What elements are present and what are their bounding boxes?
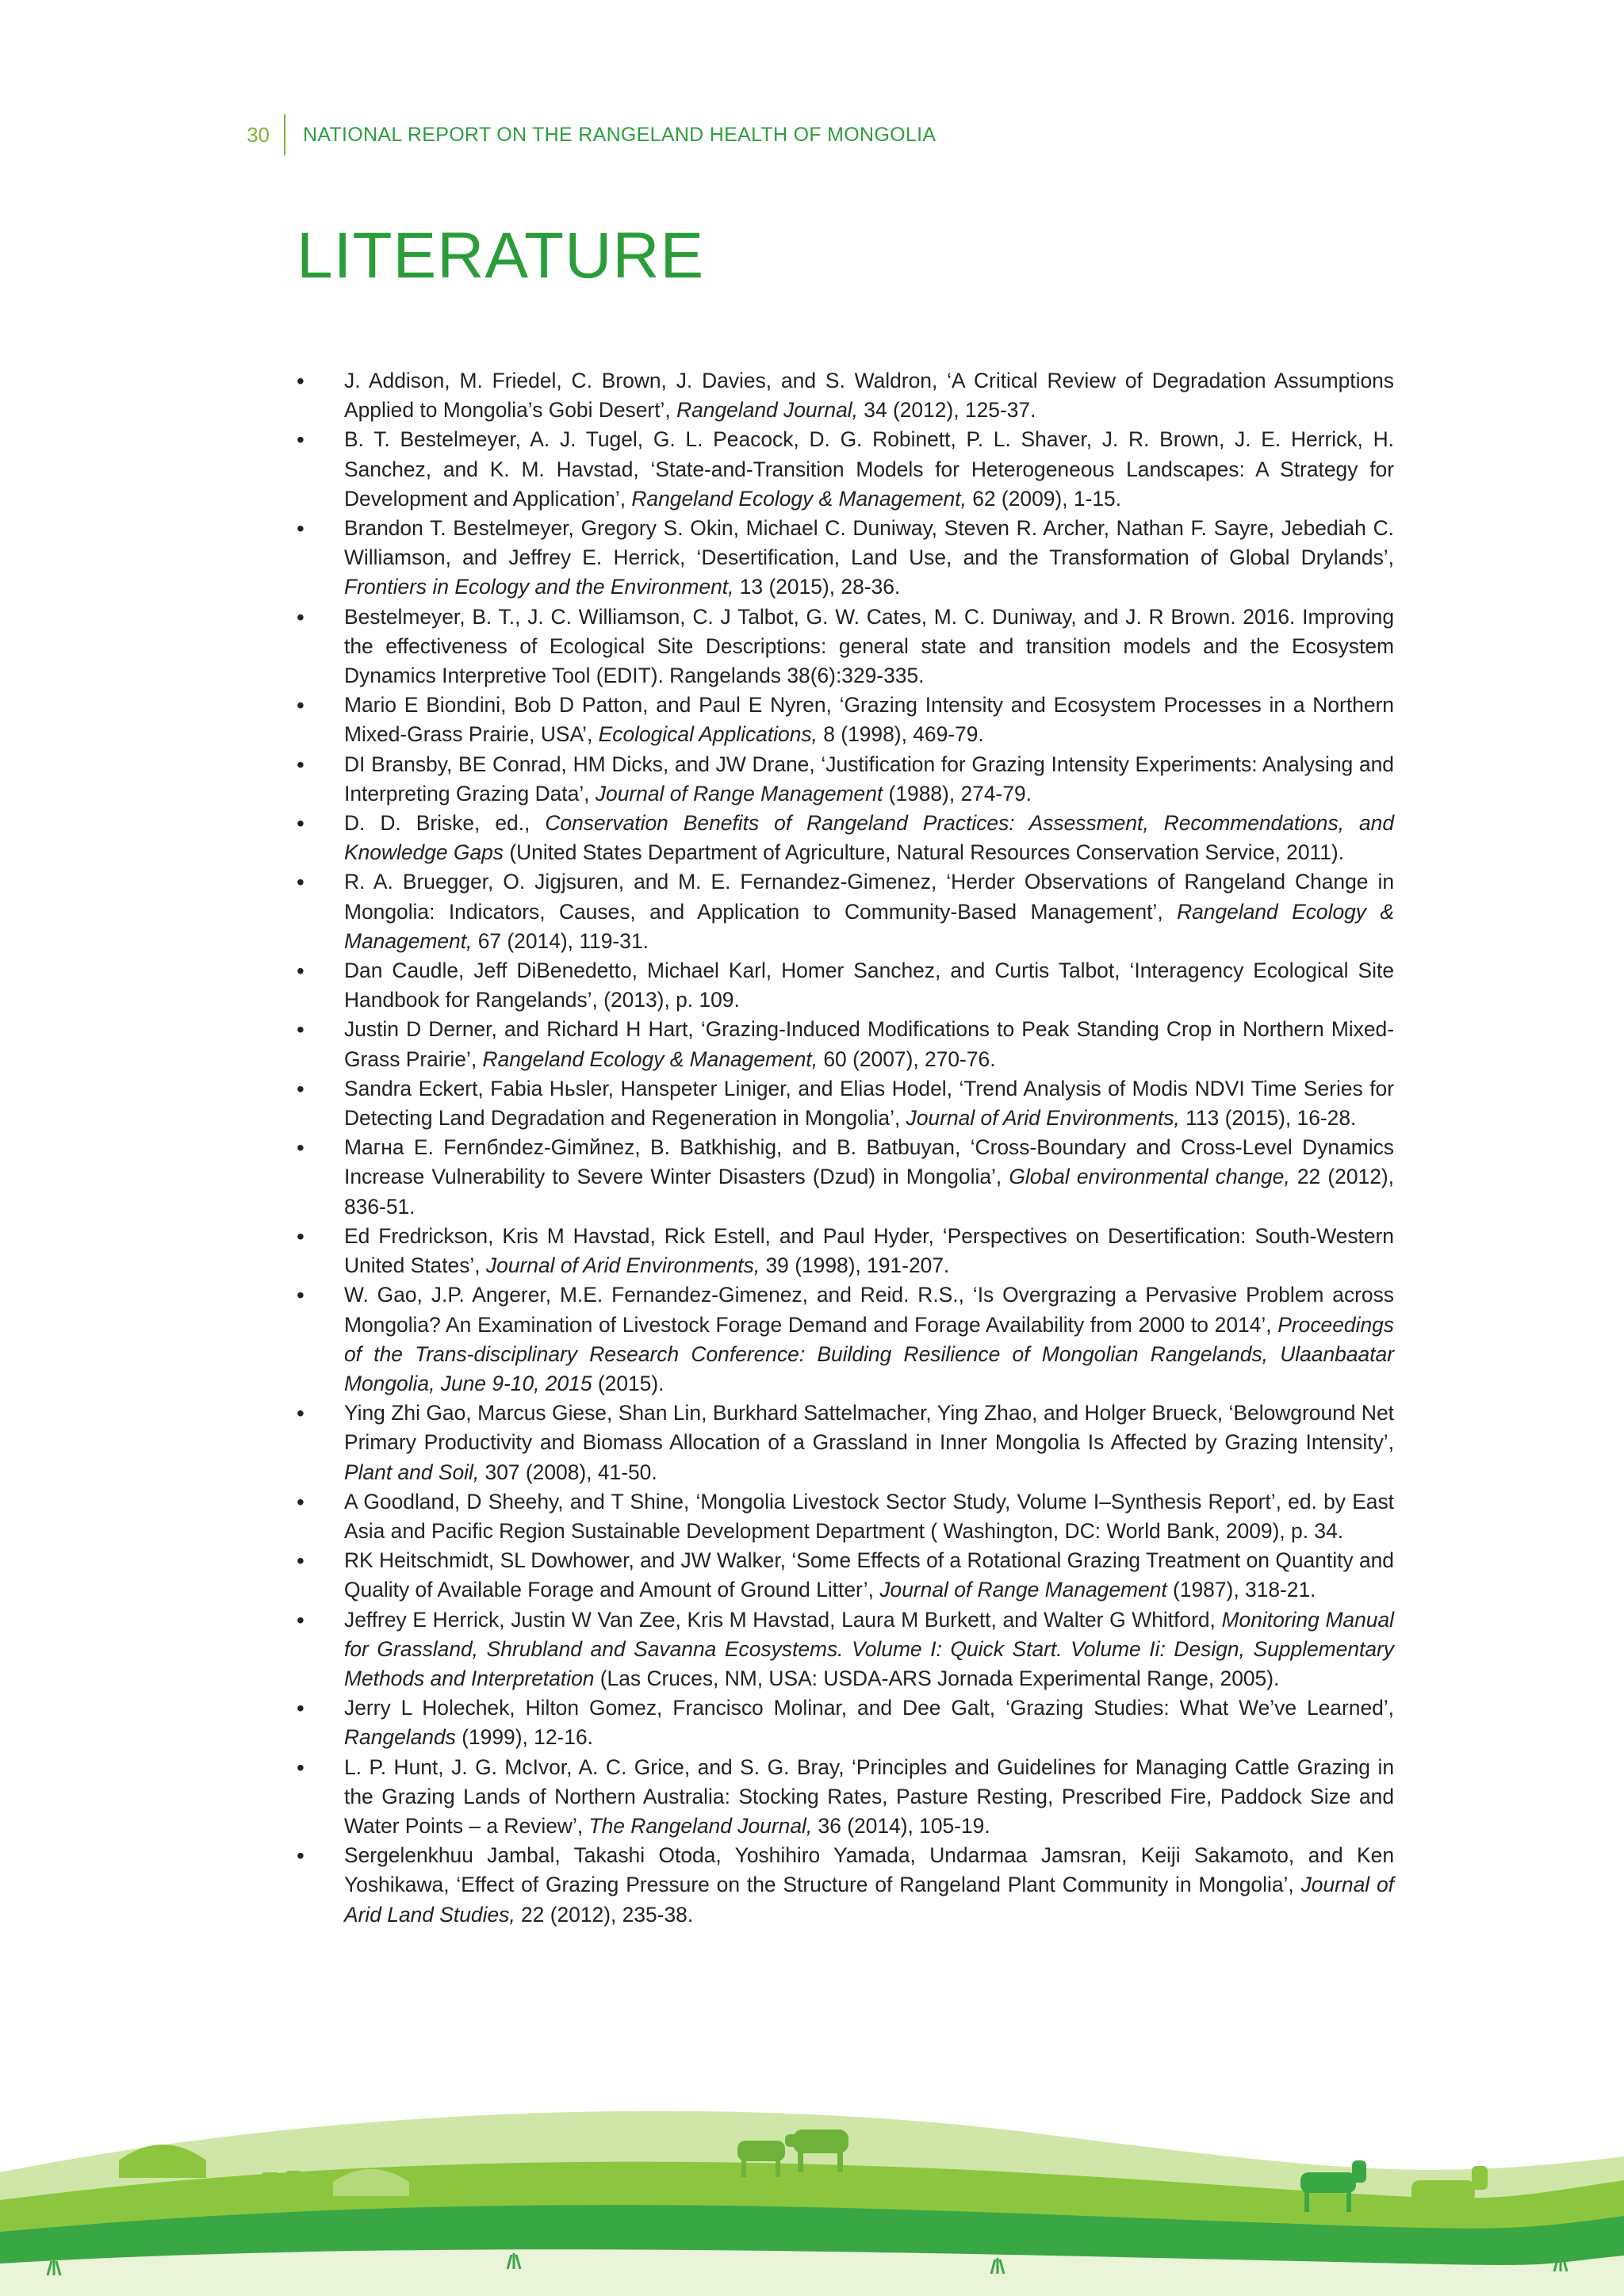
reference-text: Sergelenkhuu Jambal, Takashi Otoda, Yoshihiro Yamada, Undarmaa Jamsran, Keiji Sakamoto, and Ken Yoshikawa, ‘Effect of Grazing Pressure on the Structure of Rangeland Plant Community in Mongolia’,: [344, 1843, 1394, 1897]
reference-text: J. Addison, M. Friedel, C. Brown, J. Davies, and S. Waldron, ‘A Critical Review of Degradation Assumptions Applied to Mongolia’s Gobi Desert’,: [344, 369, 1394, 423]
reference-item: [297, 1693, 1394, 1752]
reference-text: 22 (2012), 836-51.: [344, 1165, 1395, 1219]
reference-text: Mario E Biondini, Bob D Patton, and Paul E Nyren, ‘Grazing Intensity and Ecosystem Processes in a Northern Mixed-Grass Prairie, USA’,: [344, 693, 1394, 747]
header-divider: [284, 114, 285, 155]
reference-text: Jeffrey E Herrick, Justin W Van Zee, Kris M Havstad, Laura M Burkett, and Walter G Whitford,: [344, 1607, 1222, 1632]
reference-italic-title: The Rangeland Journal,: [588, 1813, 813, 1838]
reference-italic-title: Plant and Soil,: [344, 1460, 480, 1484]
reference-italic-title: Conservation Benefits of Rangeland Practices: Assessment, Recommendations, and Knowledge Gaps: [344, 811, 1394, 865]
reference-text: B. T. Bestelmeyer, A. J. Tugel, G. L. Peacock, D. G. Robinett, P. L. Shaver, J. R. Brown, J. E. Herrick, H. Sanchez, and K. M. Havstad, ‘State-and-Transition Models for Heterogeneous Landscapes: A Strategy for Development and Application’,: [344, 427, 1394, 511]
reference-item: [297, 1487, 1394, 1546]
reference-text: 60 (2007), 270-76.: [818, 1047, 996, 1071]
reference-text: A Goodland, D Sheehy, and T Shine, ‘Mongolia Livestock Sector Study, Volume I–Synthesis Report’, ed. by East Asia and Pacific Region Sustainable Development Department ( Washington, DC: World Bank, 2009), p. 34.: [344, 1489, 1394, 1543]
footer-landscape-illustration: [0, 2061, 1624, 2296]
reference-text: Maгнa E. Fernбndez-Gimйnez, B. Batkhishig, and B. Batbuyan, ‘Cross-Boundary and Cross-Level Dynamics Increase Vulnerability to Severe Winter Disasters (Dzud) in Mongolia’,: [344, 1135, 1394, 1189]
reference-text: Bestelmeyer, B. T., J. C. Williamson, C. J Talbot, G. W. Cates, M. C. Duniway, and J. R Brown. 2016. Improving the effectiveness of Ecological Site Descriptions: general state and transition models and the Ecosystem Dynamics Interpretive Tool (EDIT). Rangelands 38(6):329-335.: [344, 604, 1394, 688]
reference-italic-title: Rangeland Journal,: [676, 398, 858, 423]
reference-item: [297, 1280, 1394, 1399]
reference-item: [297, 1546, 1394, 1605]
reference-text: DI Bransby, BE Conrad, HM Dicks, and JW Drane, ‘Justification for Grazing Intensity Experiments: Analysing and Interpreting Grazing Data’,: [344, 752, 1394, 806]
reference-item: [297, 1222, 1394, 1280]
reference-italic-title: Frontiers in Ecology and the Environment,: [344, 575, 734, 599]
reference-text: Ying Zhi Gao, Marcus Giese, Shan Lin, Burkhard Sattelmacher, Ying Zhao, and Holger Brueck, ‘Belowground Net Primary Productivity and Biomass Allocation of a Grassland in Inner Mongolia Is Affected by Grazing Intensity’,: [344, 1401, 1394, 1455]
reference-italic-title: Rangeland Ecology & Management,: [482, 1047, 818, 1071]
reference-text: (2015).: [592, 1371, 665, 1395]
reference-text: Brandon T. Bestelmeyer, Gregory S. Okin, Michael C. Duniway, Steven R. Archer, Nathan F. Sayre, Jebediah C. Williamson, and Jeffrey E. Herrick, ‘Desertification, Land Use, and the Transformation of Global Drylands’,: [344, 516, 1394, 570]
reference-italic-title: Journal of Range Management: [879, 1578, 1167, 1602]
reference-italic-title: Journal of Arid Environments,: [485, 1253, 760, 1278]
reference-item: [297, 867, 1394, 956]
reference-text: W. Gao, J.P. Angerer, M.E. Fernandez-Gimenez, and Reid. R.S., ‘Is Overgrazing a Pervasive Problem across Mongolia? An Examination of Livestock Forage Demand and Forage Availability from 2000 to 2014’,: [344, 1283, 1394, 1337]
reference-text: (1987), 318-21.: [1166, 1578, 1316, 1602]
reference-item: [297, 1074, 1394, 1133]
reference-text: 13 (2015), 28-36.: [733, 575, 901, 599]
reference-text: Justin D Derner, and Richard H Hart, ‘Grazing-Induced Modifications to Peak Standing Crop in Northern Mixed-Grass Prairie’,: [344, 1017, 1394, 1071]
reference-italic-title: Proceedings of the Trans-disciplinary Research Conference: Building Resilience of Mongolian Rangelands, Ulaanbaatar Mongolia, June 9-10, 2015: [344, 1312, 1394, 1395]
reference-item: [297, 425, 1394, 514]
reference-text: L. P. Hunt, J. G. McIvor, A. C. Grice, and S. G. Bray, ‘Principles and Guidelines for Managing Cattle Grazing in the Grazing Lands of Northern Australia: Stocking Rates, Pasture Resting, Prescribed Fire, Paddock Size and Water Points – a Review’,: [344, 1755, 1394, 1838]
reference-text: (1999), 12-16.: [455, 1725, 593, 1750]
running-title: NATIONAL REPORT ON THE RANGELAND HEALTH OF MONGOLIA: [303, 123, 936, 146]
reference-item: [297, 691, 1394, 749]
page-number: 30: [247, 122, 270, 147]
reference-item: [297, 1605, 1394, 1694]
reference-text: 39 (1998), 191-207.: [760, 1253, 950, 1278]
reference-item: [297, 1753, 1394, 1842]
reference-item: [297, 956, 1394, 1015]
reference-italic-title: Rangeland Ecology & Management,: [344, 899, 1394, 953]
reference-item: [297, 750, 1394, 809]
reference-italic-title: Ecological Applications,: [598, 722, 818, 747]
reference-text: RK Heitschmidt, SL Dowhower, and JW Walker, ‘Some Effects of a Rotational Grazing Treatment on Quantity and Quality of Available Forage and Amount of Ground Litter’,: [344, 1548, 1394, 1602]
reference-item: [297, 366, 1394, 425]
reference-text: 8 (1998), 469-79.: [817, 722, 984, 747]
reference-text: 67 (2014), 119-31.: [472, 928, 649, 953]
reference-text: 307 (2008), 41-50.: [479, 1460, 657, 1484]
reference-list: [297, 366, 1394, 1930]
reference-italic-title: Journal of Range Management: [595, 781, 883, 806]
reference-item: [297, 1841, 1394, 1930]
reference-text: Ed Fredrickson, Kris M Havstad, Rick Estell, and Paul Hyder, ‘Perspectives on Desertification: South-Western United States’,: [344, 1223, 1394, 1278]
reference-text: D. D. Briske, ed.,: [344, 811, 546, 836]
reference-italic-title: Rangeland Ecology & Management,: [631, 486, 967, 511]
reference-text: (United States Department of Agriculture, Natural Resources Conservation Service, 2011).: [504, 840, 1345, 865]
reference-item: [297, 1399, 1394, 1487]
reference-text: 113 (2015), 16-28.: [1179, 1106, 1357, 1131]
reference-item: [297, 1133, 1394, 1222]
reference-item: [297, 603, 1394, 691]
reference-item: [297, 1015, 1394, 1073]
section-title: LITERATURE: [297, 220, 705, 292]
reference-text: 34 (2012), 125-37.: [857, 398, 1036, 423]
reference-text: Jerry L Holechek, Hilton Gomez, Francisco Molinar, and Dee Galt, ‘Grazing Studies: What We’ve Learned’,: [344, 1696, 1394, 1720]
reference-italic-title: Journal of Arid Land Studies,: [344, 1873, 1394, 1927]
reference-text: 62 (2009), 1-15.: [966, 486, 1122, 511]
reference-italic-title: Rangelands: [344, 1725, 456, 1750]
reference-text: (Las Cruces, NM, USA: USDA-ARS Jornada Experimental Range, 2005).: [594, 1666, 1280, 1690]
reference-italic-title: Global environmental change,: [1009, 1165, 1290, 1189]
running-header: [238, 117, 936, 152]
reference-text: 22 (2012), 235-38.: [515, 1902, 694, 1927]
reference-text: 36 (2014), 105-19.: [812, 1813, 990, 1838]
reference-item: [297, 514, 1394, 603]
reference-text: Dan Caudle, Jeff DiBenedetto, Michael Karl, Homer Sanchez, and Curtis Talbot, ‘Interagency Ecological Site Handbook for Rangelands’, (2013), p. 109.: [344, 959, 1394, 1012]
reference-item: [297, 809, 1394, 867]
reference-text: R. A. Bruegger, O. Jigjsuren, and M. E. Fernandez-Gimenez, ‘Herder Observations of Rangeland Change in Mongolia: Indicators, Causes, and Application to Community-Based Management’,: [344, 870, 1394, 924]
reference-italic-title: Journal of Arid Environments,: [906, 1106, 1180, 1131]
reference-italic-title: Monitoring Manual for Grassland, Shrubland and Savanna Ecosystems. Volume I: Quick Start. Volume Ii: Design, Supplementary Methods and Interpretation: [344, 1607, 1394, 1690]
reference-text: (1988), 274-79.: [883, 781, 1032, 806]
reference-text: Sandra Eckert, Fabia Hьsler, Hanspeter Liniger, and Elias Hodel, ‘Trend Analysis of Modis NDVI Time Series for Detecting Land Degradation and Regeneration in Mongolia’,: [344, 1076, 1394, 1131]
